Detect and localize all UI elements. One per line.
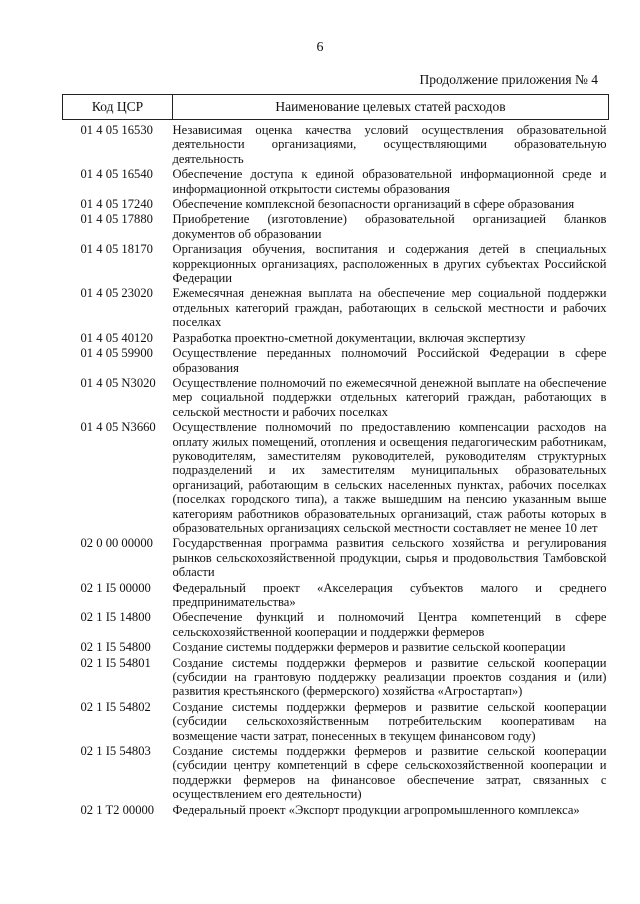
- table-row: [63, 536, 609, 580]
- table-row: [63, 331, 609, 346]
- row-code: 01 4 05 17240: [80, 197, 153, 212]
- table-header-row: [63, 95, 609, 120]
- row-name: Обеспечение комплексной безопасности организаций в сфере образования: [172, 197, 575, 212]
- row-name: Государственная программа развития сельского хозяйства и регулирования рынков сельскохозяйственной продукции, сырья и продовольствия Тамбовской области: [172, 536, 607, 580]
- row-code: 01 4 05 59900: [80, 346, 153, 361]
- table-row: [63, 212, 609, 242]
- header-name: Наименование целевых статей расходов: [173, 95, 609, 120]
- row-code: 02 1 T2 00000: [80, 802, 155, 817]
- table-body: [63, 120, 609, 819]
- row-code: 02 1 I5 14800: [80, 610, 151, 625]
- row-name: Создание системы поддержки фермеров и развитие сельской кооперации (субсидии на грантовую поддержку реализации проектов создания и (или) развития крестьянского (фермерского) хозяйства «Агростартап»): [172, 655, 607, 699]
- row-code: 02 1 I5 54803: [80, 744, 151, 759]
- row-code: 02 0 00 00000: [80, 536, 153, 551]
- row-name: Независимая оценка качества условий осуществления образовательной деятельности организациями, осуществляющими образовательную деятельность: [172, 123, 607, 166]
- table-row: [63, 803, 609, 818]
- table-row: [63, 120, 609, 168]
- table-row: [63, 197, 609, 212]
- row-name: Создание системы поддержки фермеров и развитие сельской кооперации (субсидии центру компетенций в сфере сельскохозяйственной кооперации и поддержки фермеров на финансовое обеспечение затрат, связанных с осуществлением его деятельности): [172, 744, 607, 802]
- row-name: Разработка проектно-сметной документации, включая экспертизу: [172, 330, 526, 345]
- row-name: Создание системы поддержки фермеров и развитие сельской кооперации (субсидии сельскохозяйственным потребительским кооперативам на возмещение части затрат, понесенных в текущем финансовом году): [172, 699, 607, 743]
- row-name: Осуществление полномочий по ежемесячной денежной выплате на обеспечение мер социальной поддержки отдельных категорий граждан, работающих в сельской местности и рабочих поселках: [172, 375, 607, 419]
- table-row: [63, 744, 609, 803]
- table-row: [63, 700, 609, 744]
- row-name: Ежемесячная денежная выплата на обеспечение мер социальной поддержки отдельных категорий граждан, работающих в сельской местности и рабочих поселках: [172, 286, 607, 330]
- row-code: 01 4 05 N3660: [80, 420, 156, 435]
- row-name: Приобретение (изготовление) образовательной организацией бланков документов об образовании: [172, 212, 607, 241]
- table-row: [63, 242, 609, 286]
- row-code: 01 4 05 17880: [80, 212, 153, 227]
- row-code: 02 1 I5 54801: [80, 655, 151, 670]
- table-row: [63, 420, 609, 536]
- row-code: 02 1 I5 00000: [80, 580, 151, 595]
- row-code: 01 4 05 18170: [80, 242, 153, 257]
- row-code: 01 4 05 40120: [80, 330, 153, 345]
- row-name: Осуществление переданных полномочий Российской Федерации в сфере образования: [172, 346, 607, 375]
- row-name: Обеспечение функций и полномочий Центра компетенций в сфере сельскохозяйственной кооперации и поддержки фермеров: [172, 610, 607, 639]
- row-name: Федеральный проект «Экспорт продукции агропромышленного комплекса»: [172, 802, 580, 817]
- table-row: [63, 656, 609, 700]
- row-name: Федеральный проект «Акселерация субъектов малого и среднего предпринимательства»: [172, 580, 607, 609]
- row-name: Организация обучения, воспитания и содержания детей в специальных коррекционных организациях, расположенных в других субъектах Российской Федерации: [172, 242, 607, 286]
- table-row: [63, 610, 609, 640]
- row-code: 01 4 05 N3020: [80, 375, 156, 390]
- table-row: [63, 640, 609, 655]
- table-row: [63, 346, 609, 376]
- row-code: 01 4 05 23020: [80, 286, 153, 301]
- page-number: 6: [316, 40, 324, 55]
- table-row: [63, 581, 609, 611]
- row-name: Обеспечение доступа к единой образовательной информационной среде и информационной открытости системы образования: [172, 167, 607, 196]
- row-code: 01 4 05 16540: [80, 167, 153, 182]
- table-row: [63, 167, 609, 197]
- row-code: 01 4 05 16530: [80, 123, 153, 137]
- row-name: Создание системы поддержки фермеров и развитие сельской кооперации: [172, 640, 566, 655]
- row-code: 02 1 I5 54802: [80, 699, 151, 714]
- appendix-continuation-note: Продолжение приложения № 4: [419, 72, 598, 87]
- row-code: 02 1 I5 54800: [80, 640, 151, 655]
- table-row: [63, 376, 609, 420]
- target-expenditure-codes-table: [62, 94, 609, 818]
- row-name: Осуществление полномочий по предоставлению компенсации расходов на оплату жилых помещений, отопления и освещения педагогическим работникам, руководителям, заместителям руководителей, руководителям структурных подразделений и их заместителям муниципальных образовательных организаций, работающим в сельских населенных пунктах, рабочих поселках (поселках городского типа), а также вышедшим на пенсию указанным выше категориям работников образовательных организаций, стаж работы которых в образовательных организациях сельской местности составляет не менее 10 лет: [172, 420, 607, 535]
- table-row: [63, 286, 609, 330]
- header-code: Код ЦСР: [63, 95, 173, 120]
